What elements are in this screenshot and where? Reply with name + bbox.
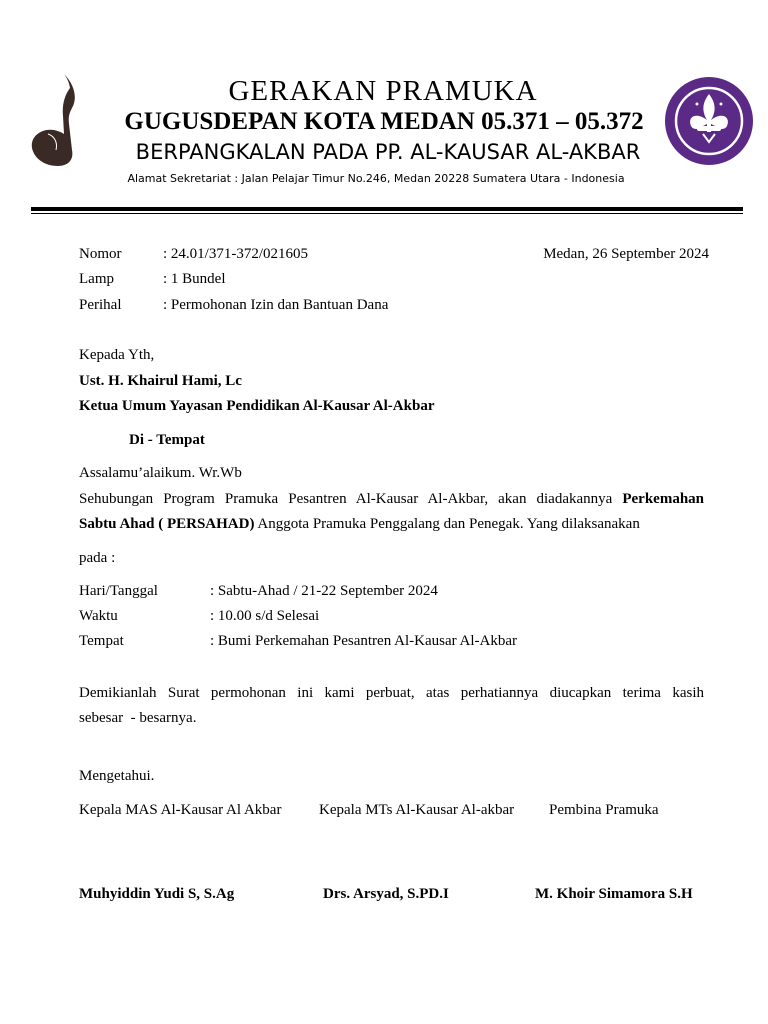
detail-label-waktu: Waktu <box>79 608 118 624</box>
letterhead-address: Alamat Sekretariat : Jalan Pelajar Timur No.246, Medan 20228 Sumatera Utara - Indonesia <box>127 172 625 185</box>
signature-role-pembina: Pembina Pramuka <box>549 802 659 818</box>
lamp-label: Lamp <box>79 271 114 287</box>
letterhead-title: GERAKAN PRAMUKA <box>228 75 538 107</box>
signature-role-mas: Kepala MAS Al-Kausar Al Akbar <box>79 802 282 818</box>
perihal-value: : Permohonan Izin dan Bantuan Dana <box>163 297 389 313</box>
closing-line-1: Demikianlah Surat permohonan ini kami perbuat, atas perhatiannya diucapkan terima kasih <box>79 685 704 701</box>
letter-date: Medan, 26 September 2024 <box>543 246 709 262</box>
paragraph-1-line-1 <box>79 490 704 508</box>
detail-value-waktu: : 10.00 s/d Selesai <box>210 608 320 624</box>
recipient-greeting: Kepada Yth, <box>79 347 155 363</box>
detail-label-tempat: Tempat <box>79 633 124 649</box>
letterhead-pangkalan: BERPANGKALAN PADA PP. AL-KAUSAR AL-AKBAR <box>135 140 641 164</box>
salam: Assalamu’alaikum. Wr.Wb <box>79 465 242 481</box>
pada-label: pada : <box>79 550 116 566</box>
signature-name-mas: Muhyiddin Yudi S, S.Ag <box>79 886 235 902</box>
lamp-value: : 1 Bundel <box>163 271 226 287</box>
header-rule-thin <box>31 213 743 214</box>
header-rule-thick <box>31 207 743 211</box>
paragraph-1-rest: Anggota Pramuka Penggalang dan Penegak. Yang dilaksanakan <box>257 516 640 532</box>
paragraph-1-bold-2: Sabtu Ahad ( PERSAHAD) <box>79 516 255 532</box>
letterhead-gugusdepan: GUGUSDEPAN KOTA MEDAN 05.371 – 05.372 <box>124 108 644 135</box>
recipient-name: Ust. H. Khairul Hami, Lc <box>79 373 242 389</box>
signature-name-mts: Drs. Arsyad, S.PD.I <box>323 886 449 902</box>
nomor-value: : 24.01/371-372/021605 <box>163 246 308 262</box>
paragraph-1-text: Sehubungan Program Pramuka Pesantren Al-Kausar Al-Akbar, akan diadakannya <box>79 491 613 507</box>
detail-label-hari: Hari/Tanggal <box>79 583 158 599</box>
closing-line-2: sebesar - besarnya. <box>79 710 197 726</box>
paragraph-1-line-2 <box>79 515 640 533</box>
mengetahui-label: Mengetahui. <box>79 768 155 784</box>
paragraph-1-bold-1: Perkemahan <box>622 491 705 507</box>
nomor-label: Nomor <box>79 246 122 262</box>
recipient-place: Di - Tempat <box>129 432 205 448</box>
recipient-title: Ketua Umum Yayasan Pendidikan Al-Kausar Al-Akbar <box>79 398 435 414</box>
detail-value-tempat: : Bumi Perkemahan Pesantren Al-Kausar Al-Akbar <box>210 633 518 649</box>
world-scout-emblem <box>663 76 755 166</box>
signature-name-pembina: M. Khoir Simamora S.H <box>535 886 693 902</box>
perihal-label: Perihal <box>79 297 122 313</box>
signature-role-mts: Kepala MTs Al-Kausar Al-akbar <box>319 802 515 818</box>
detail-value-hari: : Sabtu-Ahad / 21-22 September 2024 <box>210 583 438 599</box>
